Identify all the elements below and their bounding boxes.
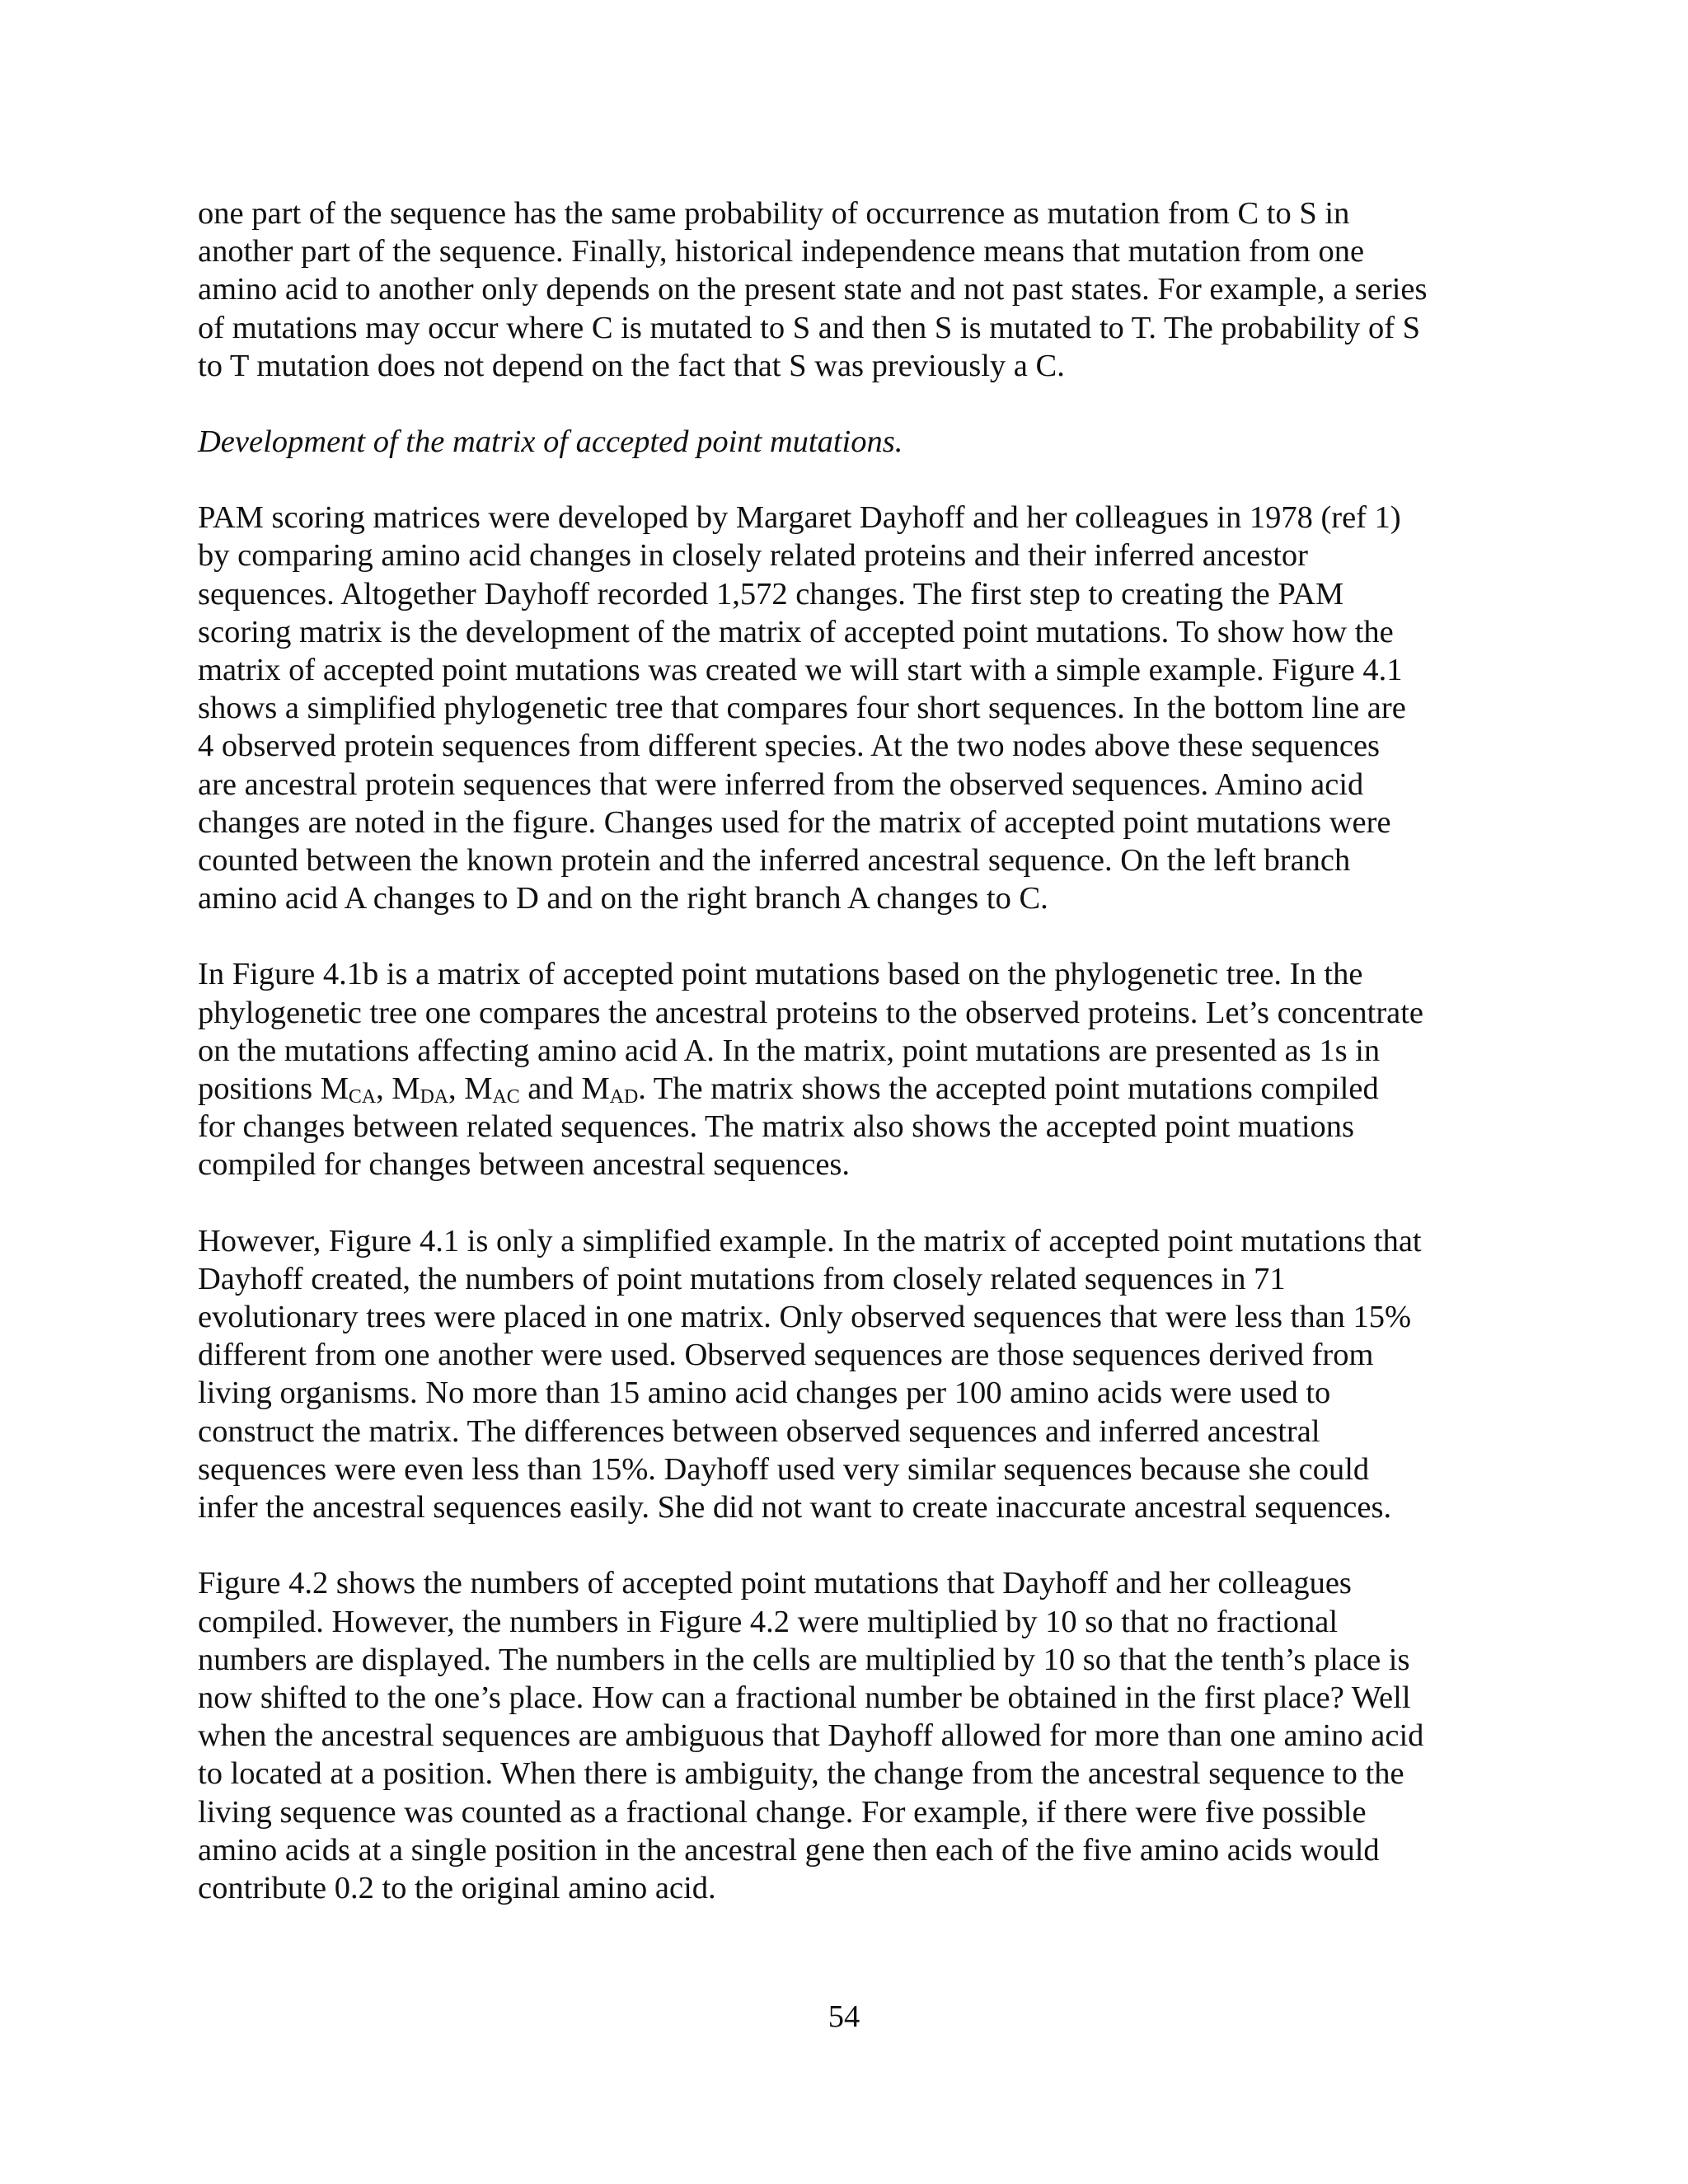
separator: , (376, 1071, 392, 1107)
subscript-da: DA (420, 1086, 449, 1108)
heading-text: Development of the matrix of accepted point mutations. (198, 424, 903, 460)
positions-suffix: . The matrix shows the accepted point mutations compiled (638, 1071, 1379, 1107)
text-line: numbers are displayed. The numbers in the cells are multiplied by 10 so that the tenth’s place is (198, 1642, 1410, 1677)
document-page (198, 194, 1500, 1945)
text-line: 4 observed protein sequences from different species. At the two nodes above these sequences (198, 729, 1381, 764)
text-line: However, Figure 4.1 is only a simplified example. In the matrix of accepted point mutations that (198, 1223, 1422, 1258)
text-line: compiled for changes between ancestral sequences. (198, 1147, 851, 1183)
text-line: on the mutations affecting amino acid A. In the matrix, point mutations are presented as 1s in (198, 1033, 1381, 1068)
text-line: different from one another were used. Observed sequences are those sequences derived from (198, 1338, 1374, 1373)
text-line: infer the ancestral sequences easily. She did not want to create inaccurate ancestral sequences. (198, 1490, 1392, 1526)
text-line: matrix of accepted point mutations was created we will start with a simple example. Figure 4.1 (198, 653, 1403, 688)
text-line: living sequence was counted as a fractional change. For example, if there were five possible (198, 1794, 1367, 1830)
paragraph-1 (198, 194, 1500, 385)
text-line: by comparing amino acid changes in closely related proteins and their inferred ancestor (198, 538, 1308, 574)
text-line: amino acids at a single position in the ancestral gene then each of the five amino acids would (198, 1832, 1380, 1868)
matrix-symbol: M (581, 1071, 610, 1107)
text-line: now shifted to the one’s place. How can a fractional number be obtained in the first place? Well (198, 1680, 1411, 1715)
text-line: contribute 0.2 to the original amino acid. (198, 1870, 716, 1905)
matrix-symbol: M (464, 1071, 493, 1107)
paragraph-figure-4-1b (198, 955, 1500, 1183)
separator: and (519, 1071, 582, 1107)
text-line: sequences were even less than 15%. Dayhoff used very similar sequences because she could (198, 1451, 1370, 1487)
paragraph-pam-history (198, 499, 1500, 917)
text-line: amino acid to another only depends on the present state and not past states. For example, a series (198, 272, 1428, 307)
text-line: for changes between related sequences. The matrix also shows the accepted point muations (198, 1109, 1354, 1145)
matrix-symbol: M (392, 1071, 420, 1107)
subscript-ac: AC (492, 1086, 520, 1108)
text-line: In Figure 4.1b is a matrix of accepted point mutations based on the phylogenetic tree. In the (198, 957, 1363, 992)
positions-prefix: positions (198, 1071, 321, 1107)
subscript-ad: AD (609, 1086, 639, 1108)
text-line: Dayhoff created, the numbers of point mutations from closely related sequences in 71 (198, 1261, 1286, 1296)
subscript-ca: CA (348, 1086, 377, 1108)
text-line: shows a simplified phylogenetic tree that compares four short sequences. In the bottom line are (198, 691, 1406, 726)
paragraph-figure-4-2 (198, 1564, 1500, 1907)
text-line: of mutations may occur where C is mutated to S and then S is mutated to T. The probability of S (198, 310, 1421, 345)
text-line: compiled. However, the numbers in Figure 4.2 were multiplied by 10 so that no fractional (198, 1604, 1339, 1639)
text-line: when the ancestral sequences are ambiguous that Dayhoff allowed for more than one amino acid (198, 1718, 1424, 1754)
page-number: 54 (828, 1999, 860, 2034)
text-line: PAM scoring matrices were developed by Margaret Dayhoff and her colleagues in 1978 (ref 1) (198, 500, 1401, 536)
text-line: evolutionary trees were placed in one matrix. Only observed sequences that were less than 15% (198, 1300, 1412, 1335)
text-line: phylogenetic tree one compares the ancestral proteins to the observed proteins. Let’s concentrate (198, 995, 1424, 1030)
text-line: changes are noted in the figure. Changes used for the matrix of accepted point mutations were (198, 804, 1391, 840)
section-heading (198, 423, 1500, 461)
text-line: sequences. Altogether Dayhoff recorded 1,572 changes. The first step to creating the PAM (198, 576, 1344, 612)
text-line: another part of the sequence. Finally, historical independence means that mutation from one (198, 234, 1365, 269)
text-line-with-subscripts (198, 1070, 1500, 1108)
text-line: amino acid A changes to D and on the right branch A changes to C. (198, 881, 1048, 916)
text-line: to T mutation does not depend on the fact that S was previously a C. (198, 348, 1065, 383)
text-line: scoring matrix is the development of the matrix of accepted point mutations. To show how the (198, 614, 1394, 649)
text-line: to located at a position. When there is ambiguity, the change from the ancestral sequence to the (198, 1756, 1404, 1792)
paragraph-simplified-example (198, 1222, 1500, 1527)
separator: , (448, 1071, 465, 1107)
text-line: Figure 4.2 shows the numbers of accepted point mutations that Dayhoff and her colleagues (198, 1566, 1352, 1601)
matrix-symbol: M (320, 1071, 349, 1107)
text-line: counted between the known protein and the inferred ancestral sequence. On the left branch (198, 843, 1351, 879)
text-line: are ancestral protein sequences that were inferred from the observed sequences. Amino acid (198, 766, 1364, 802)
text-line: one part of the sequence has the same probability of occurrence as mutation from C to S in (198, 196, 1350, 231)
text-line: construct the matrix. The differences between observed sequences and inferred ancestral (198, 1413, 1320, 1449)
text-line: living organisms. No more than 15 amino acid changes per 100 amino acids were used to (198, 1376, 1331, 1411)
